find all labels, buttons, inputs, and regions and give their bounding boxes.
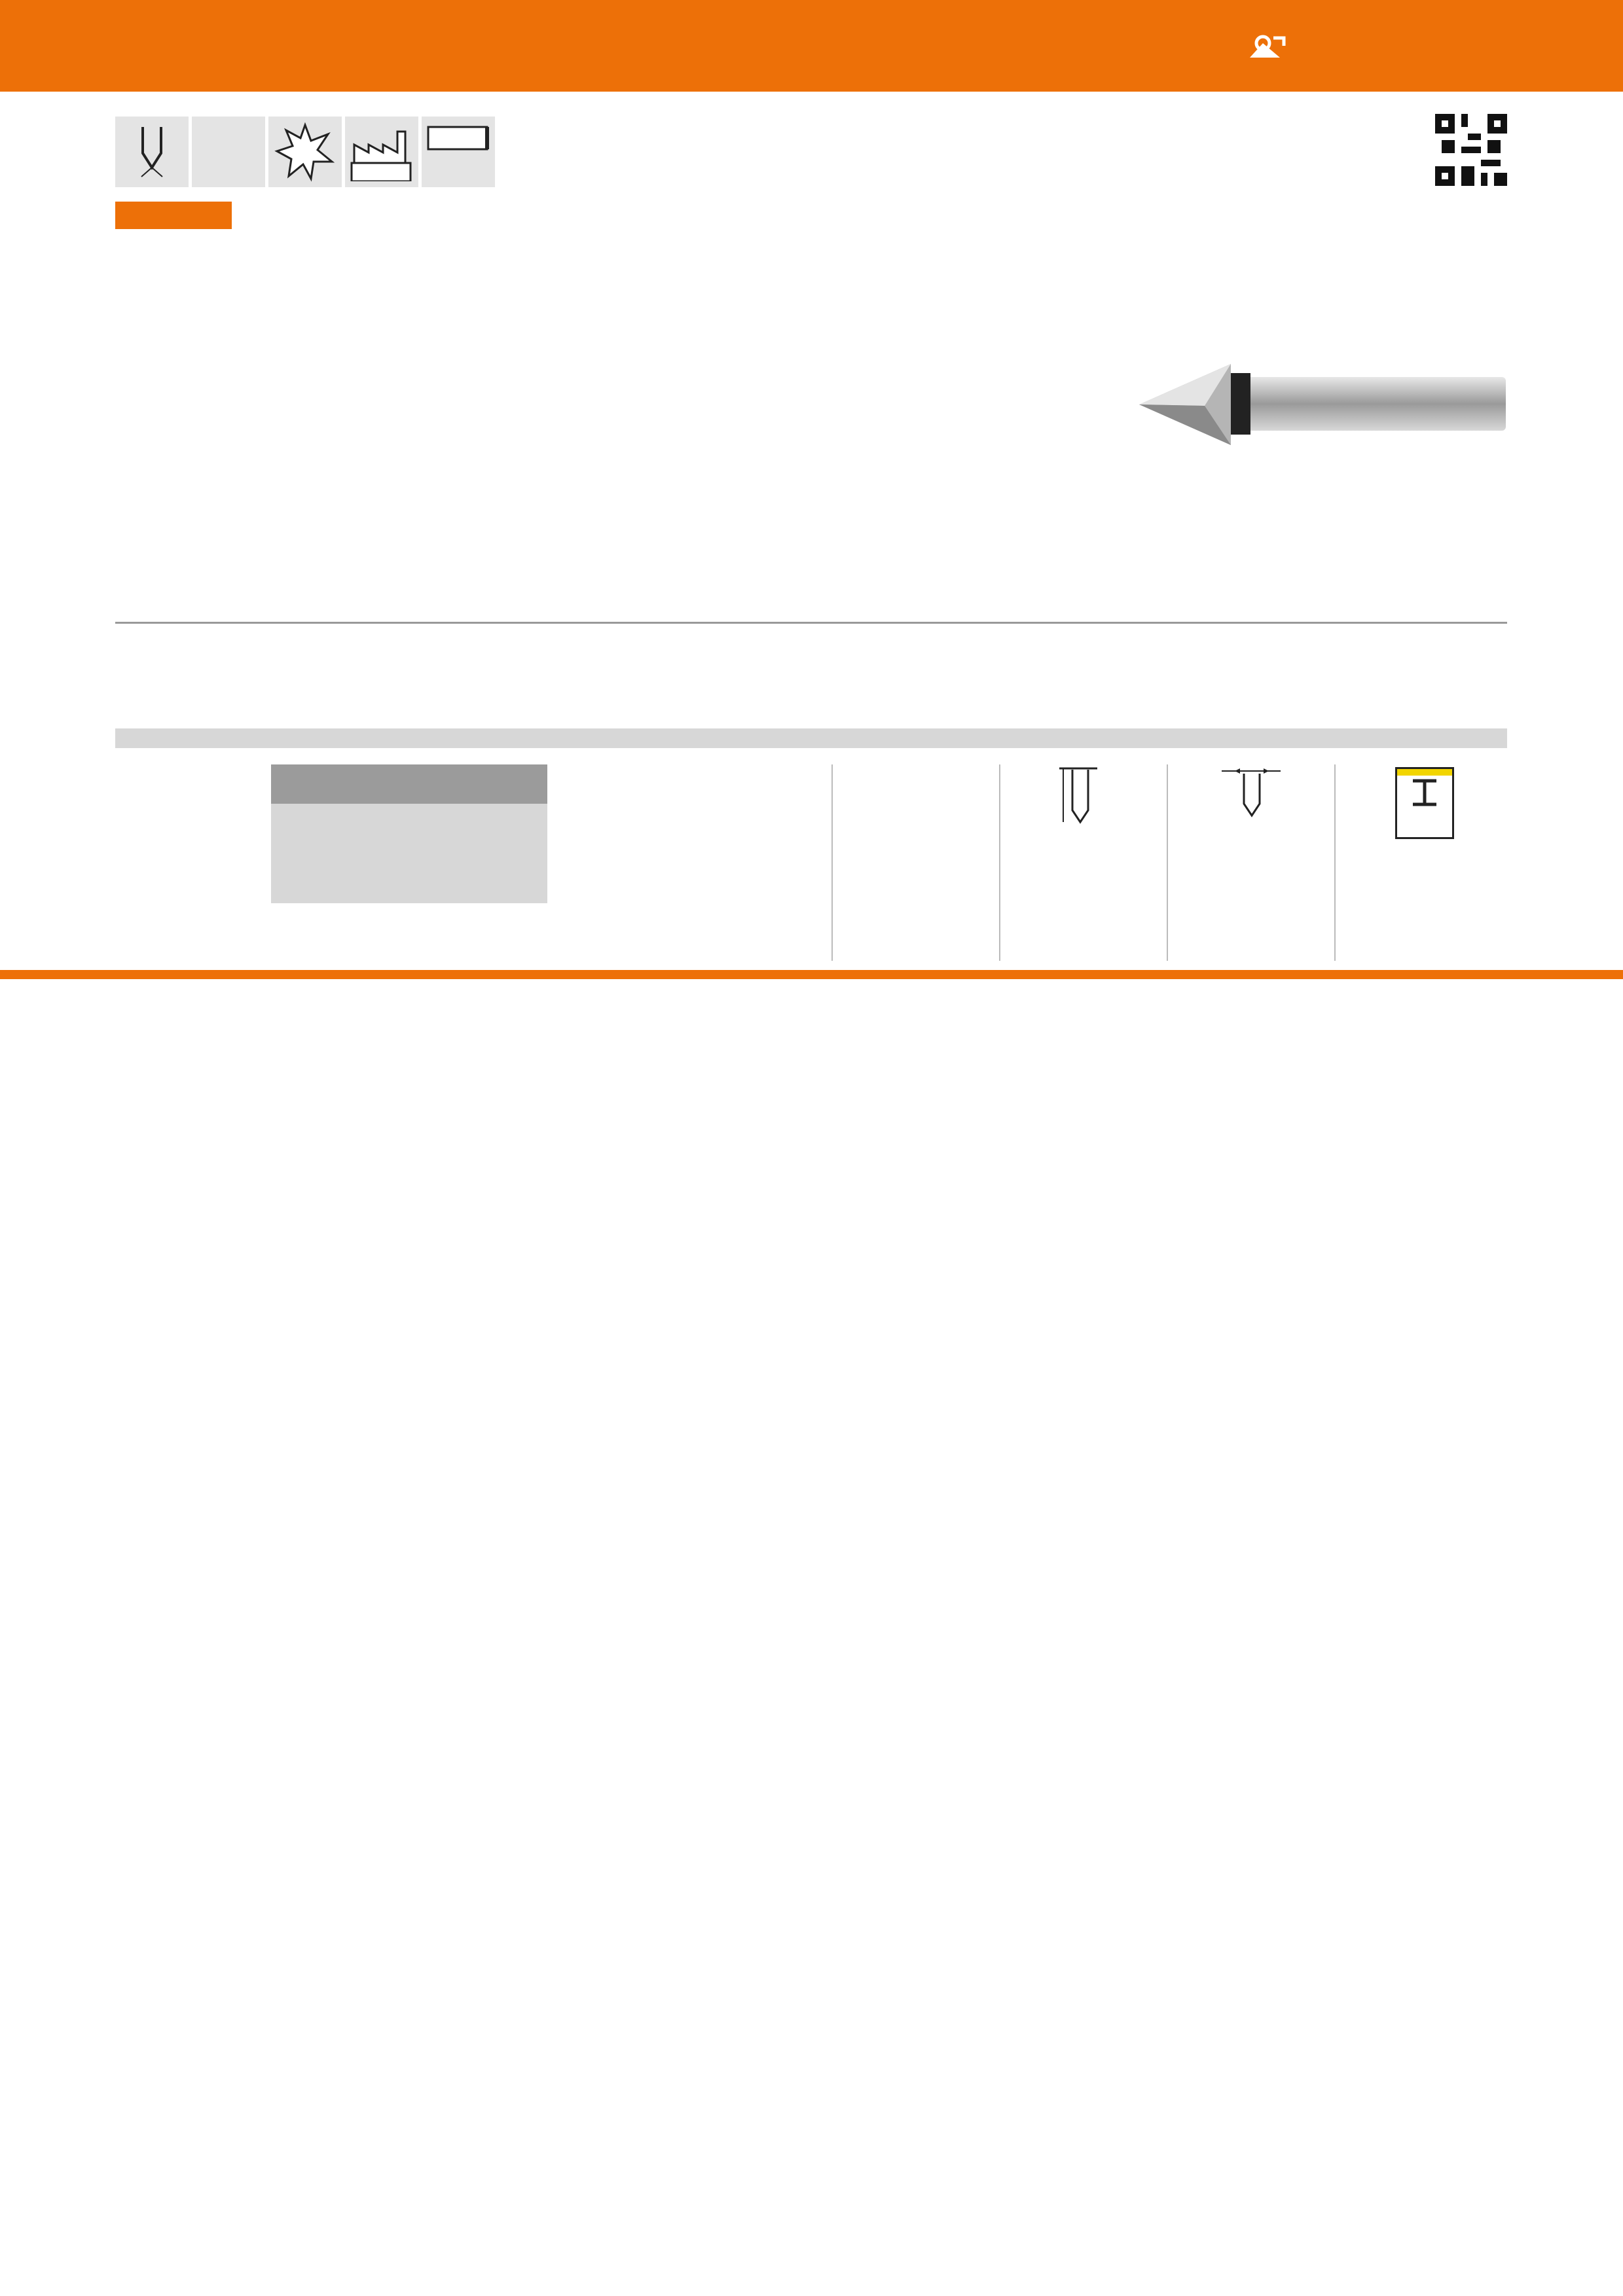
garant-logo (115, 202, 232, 229)
qr-code-icon[interactable] (1435, 114, 1507, 186)
angle-header (271, 877, 547, 903)
suitability-table (115, 622, 1507, 749)
tolerance-h9-icon (422, 117, 495, 187)
countersink-angle-icon (115, 117, 189, 187)
section-separator (0, 970, 1623, 979)
units-row (115, 882, 1507, 906)
article-table (115, 764, 1507, 961)
norm-factory-icon (345, 117, 418, 187)
countersink-75-image (1133, 347, 1512, 452)
feed-material-icon (1395, 767, 1454, 839)
hoffmann-logo-icon (1247, 33, 1289, 59)
hoffmann-logo[interactable] (1247, 29, 1509, 81)
overall-length-icon (1058, 764, 1104, 830)
three-flute-icon (268, 117, 342, 187)
hss-badge (192, 117, 265, 187)
suitability-value-row (115, 728, 1507, 748)
shank-diameter-icon (1215, 764, 1287, 830)
header-bar (0, 0, 1623, 92)
